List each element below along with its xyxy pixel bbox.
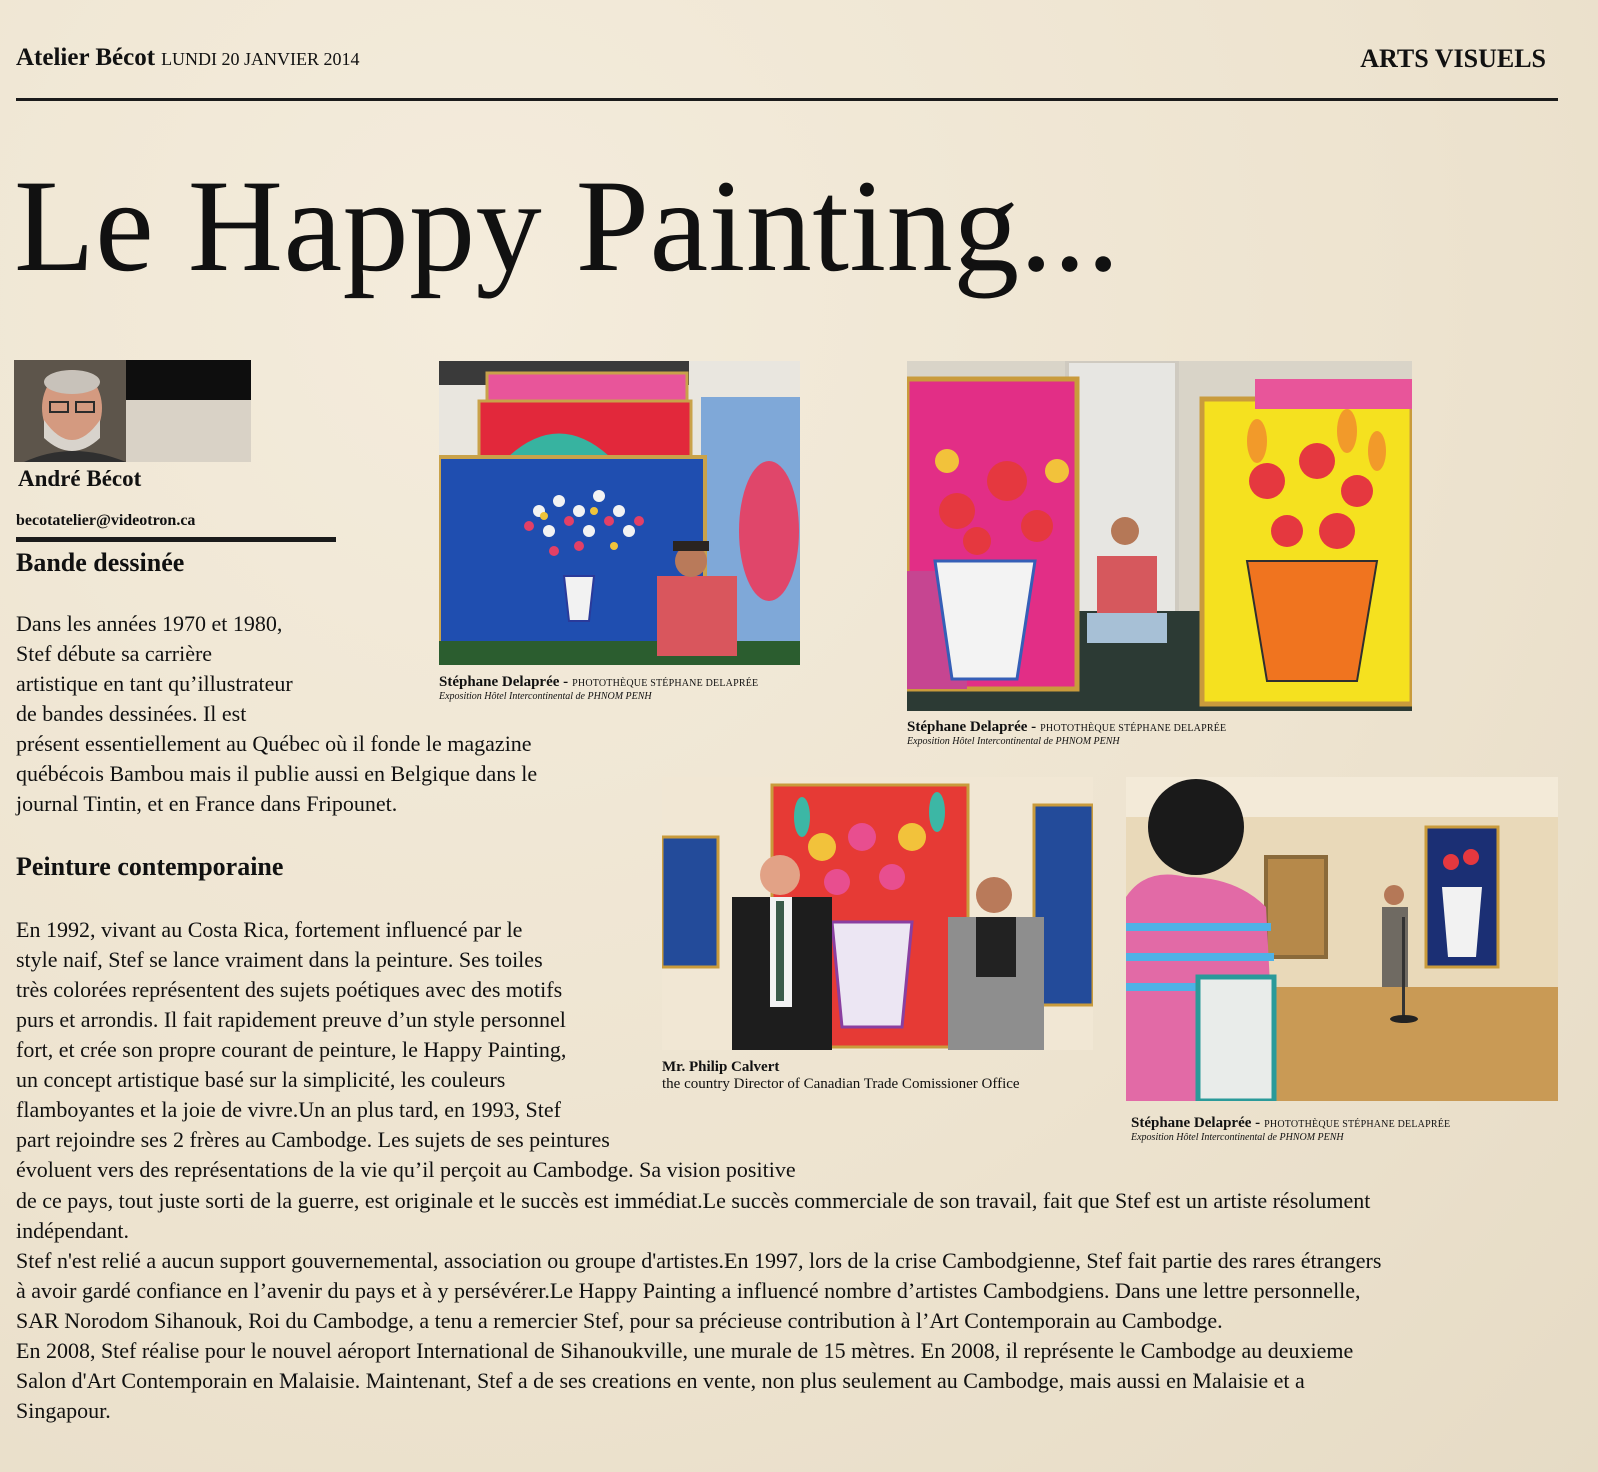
author-rule [16, 537, 336, 542]
text-line: En 2008, Stef réalise pour le nouvel aéroport International de Sihanoukville, une murale de 15 mètres. En 2008, il représente le Cambodge au deuxieme [16, 1338, 1354, 1363]
text-line: part rejoindre ses 2 frères au Cambodge. Les sujets de ses peintures [16, 1127, 610, 1152]
masthead [16, 44, 360, 72]
photo-caption-desc: the country Director of Canadian Trade Comissioner Office [662, 1076, 1020, 1092]
photo-caption-sub: Exposition Hôtel Intercontinental de PHNOM PENH [1131, 1132, 1344, 1143]
text-line: artistique en tant qu’illustrateur [16, 671, 293, 696]
text-line: un concept artistique basé sur la simplicité, les couleurs [16, 1067, 506, 1092]
author-photo [14, 360, 251, 462]
text-line: style naif, Stef se lance vraiment dans la peinture. Ses toiles [16, 947, 543, 972]
text-line: Singapour. [16, 1398, 111, 1423]
photo-caption [439, 673, 758, 702]
text-line: flamboyantes et la joie de vivre.Un an plus tard, en 1993, Stef [16, 1097, 561, 1122]
photo-blue-bouquet-painting [439, 361, 800, 665]
photo-credit-source: PHOTOTHÈQUE STÉPHANE DELAPRÉE [1264, 1119, 1451, 1130]
section-label: ARTS VISUELS [1360, 44, 1546, 73]
photo-caption [907, 718, 1226, 747]
text-line: évoluent vers des représentations de la vie qu’il perçoit au Cambodge. Sa vision positive [16, 1157, 796, 1182]
section-title-peinture-contemporaine: Peinture contemporaine [16, 852, 284, 881]
text-line: fort, et crée son propre courant de peinture, le Happy Painting, [16, 1037, 567, 1062]
photo-philip-calvert-exhibition [662, 777, 1093, 1050]
photo-credit-name: Stéphane Delaprée - [439, 674, 569, 690]
photo-credit-name: Stéphane Delaprée - [907, 719, 1037, 735]
section-text-continuation [16, 1186, 1381, 1426]
text-line: de bandes dessinées. Il est [16, 701, 247, 726]
text-line: Stef n'est relié a aucun support gouvernemental, association ou groupe d'artistes.En 1997, lors de la crise Cambodgienne, Stef fait partie des rares étrangers [16, 1248, 1382, 1273]
photo-caption [662, 1059, 1020, 1093]
text-line: très colorées représentent des sujets poétiques avec des motifs [16, 977, 563, 1002]
photo-caption-title: Mr. Philip Calvert [662, 1059, 780, 1075]
photo-caption-sub: Exposition Hôtel Intercontinental de PHNOM PENH [907, 736, 1120, 747]
text-line: indépendant. [16, 1218, 130, 1243]
text-line: de ce pays, tout juste sorti de la guerre, est originale et le succès est immédiat.Le succès commerciale de son travail, fait que Stef est un artiste résolument [16, 1188, 1371, 1213]
text-line: présent essentiellement au Québec où il fonde le magazine [16, 731, 532, 756]
photo-hotel-exhibition-hall [1126, 777, 1558, 1101]
photo-caption [1131, 1114, 1450, 1143]
text-line: En 1992, vivant au Costa Rica, fortement influencé par le [16, 917, 523, 942]
text-line: québécois Bambou mais il publie aussi en Belgique dans le [16, 761, 538, 786]
masthead-rule [16, 98, 1558, 101]
text-line: journal Tintin, et en France dans Fripounet. [16, 791, 398, 816]
photo-credit-source: PHOTOTHÈQUE STÉPHANE DELAPRÉE [572, 678, 759, 689]
section-title-bande-dessinee: Bande dessinée [16, 548, 185, 577]
text-line: Stef débute sa carrière [16, 641, 213, 666]
photo-pink-yellow-bouquet-paintings [907, 361, 1412, 711]
text-line: Salon d'Art Contemporain en Malaisie. Maintenant, Stef a de ses creations en vente, non plus seulement au Cambodge, mais aussi en Malaisie et a [16, 1368, 1305, 1393]
text-line: à avoir gardé confiance en l’avenir du pays et à y persévérer.Le Happy Painting a influencé nombre d’artistes Cambodgiens. Dans une lettre personnelle, [16, 1278, 1361, 1303]
publication-name: Atelier Bécot [16, 44, 156, 71]
text-line: Dans les années 1970 et 1980, [16, 611, 283, 636]
text-line: SAR Norodom Sihanouk, Roi du Cambodge, a tenu a remercier Stef, pour sa précieuse contribution à l’Art Contemporain au Cambodge. [16, 1308, 1223, 1333]
photo-caption-sub: Exposition Hôtel Intercontinental de PHNOM PENH [439, 691, 652, 702]
photo-credit-source: PHOTOTHÈQUE STÉPHANE DELAPRÉE [1040, 723, 1227, 734]
headline: Le Happy Painting... [14, 152, 1121, 299]
author-name: André Bécot [18, 466, 142, 491]
text-line: purs et arrondis. Il fait rapidement preuve d’un style personnel [16, 1007, 566, 1032]
issue-date: LUNDI 20 JANVIER 2014 [161, 49, 360, 69]
author-email[interactable]: becotatelier@videotron.ca [16, 512, 196, 529]
photo-credit-name: Stéphane Delaprée - [1131, 1115, 1261, 1131]
